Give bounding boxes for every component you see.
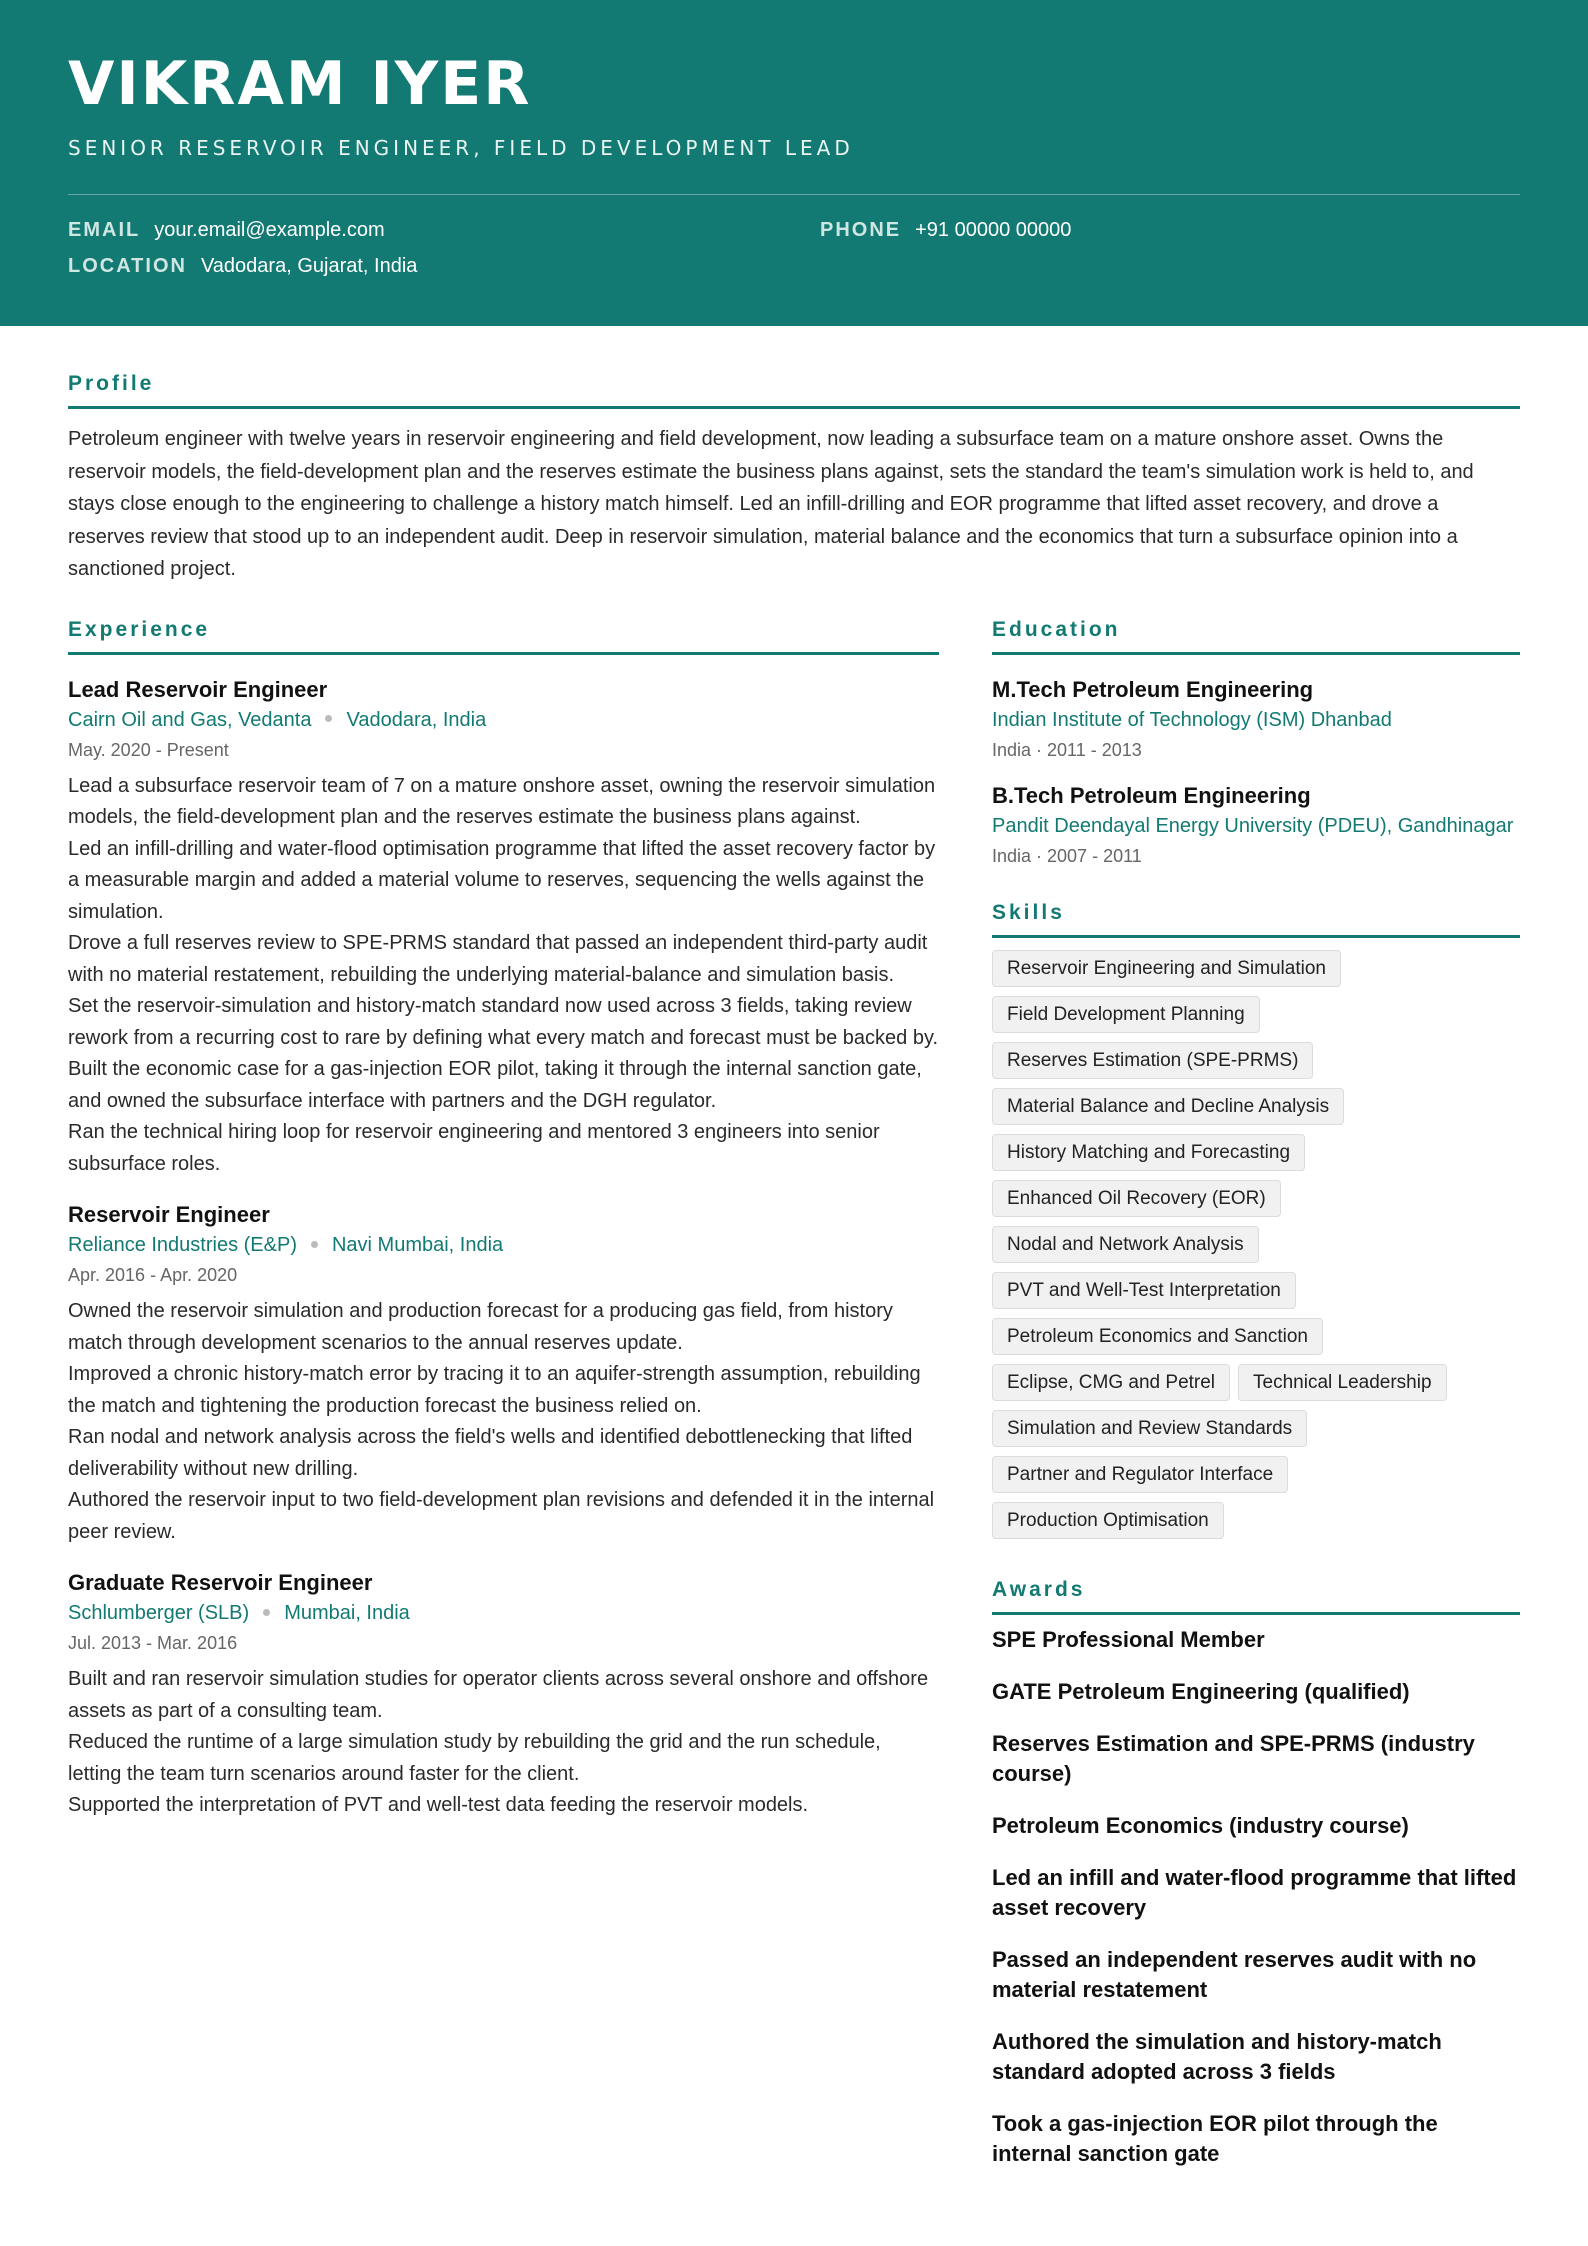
job-bullet: Lead a subsurface reservoir team of 7 on a mature onshore asset, owning the reservoir simulation models, the field-development plan and the reserves estimate the business plans against. xyxy=(68,774,936,828)
profile-heading: Profile xyxy=(68,372,1520,409)
phone-label: PHONE xyxy=(820,219,902,241)
degree-title: B.Tech Petroleum Engineering xyxy=(992,782,1311,808)
job-meta xyxy=(68,1598,939,1628)
skill-tag: Eclipse, CMG and Petrel xyxy=(992,1364,1230,1401)
location-label: LOCATION xyxy=(68,255,187,277)
job-entry xyxy=(68,675,939,1181)
email-value[interactable]: your.email@example.com xyxy=(154,219,385,241)
award-item: Led an infill and water-flood programme that lifted asset recovery xyxy=(992,1864,1517,1920)
job-bullet: Reduced the runtime of a large simulation study by rebuilding the grid and the run schedule, letting the team turn scenarios around faster for the client. xyxy=(68,1731,881,1785)
job-bullet: Supported the interpretation of PVT and well-test data feeding the reservoir models. xyxy=(68,1794,809,1816)
experience-heading: Experience xyxy=(68,618,939,655)
award-item: GATE Petroleum Engineering (qualified) xyxy=(992,1678,1410,1704)
profile-section xyxy=(68,372,1520,586)
skill-tag: Petroleum Economics and Sanction xyxy=(992,1318,1323,1355)
separator-dot-icon xyxy=(325,715,332,722)
job-title: Graduate Reservoir Engineer xyxy=(68,1570,373,1595)
skill-tag: Production Optimisation xyxy=(992,1502,1224,1539)
job-bullets xyxy=(68,1664,939,1822)
skill-tag: Partner and Regulator Interface xyxy=(992,1456,1288,1493)
skill-tag: PVT and Well-Test Interpretation xyxy=(992,1272,1296,1309)
job-meta xyxy=(68,705,939,735)
job-bullet: Set the reservoir-simulation and history-match standard now used across 3 fields, taking review rework from a recurring cost to rare by defining what every match and forecast must be backed by. xyxy=(68,995,939,1049)
contact-email xyxy=(68,219,385,242)
sidebar-column xyxy=(992,618,1520,2169)
job-bullet: Ran the technical hiring loop for reservoir engineering and mentored 3 engineers into senior subsurface roles. xyxy=(68,1121,880,1175)
award-item: SPE Professional Member xyxy=(992,1626,1265,1652)
contact-location xyxy=(68,255,417,278)
skills-section xyxy=(992,901,1520,1548)
job-location: Vadodara, India xyxy=(346,708,487,731)
email-label: EMAIL xyxy=(68,219,141,241)
profile-text: Petroleum engineer with twelve years in reservoir engineering and field development, now leading a subsurface team on a mature onshore asset. Owns the reservoir models, the field-development plan and the reserves estimate the business plans against, sets the standard the team's simulation work is held to, and stays close enough to the engineering to challenge a history match himself. Led an infill-drilling and EOR programme that lifted asset recovery, and drove a reserves review that stood up to an independent audit. Deep in reservoir simulation, material balance and the economics that turn a subsurface opinion into a sanctioned project. xyxy=(68,428,1474,580)
job-bullets xyxy=(68,1296,939,1548)
resume-header xyxy=(0,0,1588,326)
two-column-layout xyxy=(68,618,1520,2169)
contact-phone xyxy=(820,219,1071,242)
job-bullet: Improved a chronic history-match error by tracing it to an aquifer-strength assumption, rebuilding the match and tightening the production forecast the business relied on. xyxy=(68,1363,921,1417)
location-value: Vadodara, Gujarat, India xyxy=(200,255,418,277)
award-item: Reserves Estimation and SPE-PRMS (industry course) xyxy=(992,1730,1475,1786)
experience-section xyxy=(68,618,939,2169)
award-item: Took a gas-injection EOR pilot through the internal sanction gate xyxy=(992,2110,1438,2166)
skill-tag: Nodal and Network Analysis xyxy=(992,1226,1259,1263)
job-title: Reservoir Engineer xyxy=(68,1202,270,1227)
resume-body xyxy=(0,372,1588,2169)
award-item: Passed an independent reserves audit with no material restatement xyxy=(992,1946,1477,2002)
candidate-title: SENIOR RESERVOIR ENGINEER, FIELD DEVELOPMENT LEAD xyxy=(68,136,854,160)
job-bullet: Built the economic case for a gas-injection EOR pilot, taking it through the internal sanction gate, and owned the subsurface interface with partners and the DGH regulator. xyxy=(68,1058,922,1112)
job-entry xyxy=(68,1200,939,1548)
job-dates: May. 2020 - Present xyxy=(68,739,229,760)
job-location: Navi Mumbai, India xyxy=(331,1234,504,1256)
award-item: Petroleum Economics (industry course) xyxy=(992,1812,1409,1838)
job-bullet: Drove a full reserves review to SPE-PRMS standard that passed an independent third-party audit with no material restatement, rebuilding the underlying material-balance and simulation basis. xyxy=(68,932,928,986)
education-entry xyxy=(992,675,1520,765)
education-details: India · 2007 - 2011 xyxy=(992,845,1142,866)
skill-tag: Reserves Estimation (SPE-PRMS) xyxy=(992,1042,1313,1079)
award-item: Authored the simulation and history-match standard adopted across 3 fields xyxy=(992,2028,1442,2084)
phone-value[interactable]: +91 00000 00000 xyxy=(915,219,1072,241)
job-bullets xyxy=(68,771,939,1181)
job-bullet: Led an infill-drilling and water-flood optimisation programme that lifted the asset recovery factor by a measurable margin and added a material volume to reserves, sequencing the wells against the simulation. xyxy=(68,837,936,923)
skill-tag: History Matching and Forecasting xyxy=(992,1134,1305,1171)
header-divider xyxy=(68,194,1520,195)
skill-tag: Simulation and Review Standards xyxy=(992,1410,1307,1447)
skill-tag: Technical Leadership xyxy=(1238,1364,1447,1401)
separator-dot-icon xyxy=(263,1609,270,1616)
skill-tag: Reservoir Engineering and Simulation xyxy=(992,950,1341,987)
job-location: Mumbai, India xyxy=(284,1602,410,1624)
job-bullet: Owned the reservoir simulation and production forecast for a producing gas field, from history match through development scenarios to the annual reserves update. xyxy=(68,1300,893,1354)
job-bullet: Ran nodal and network analysis across the field's wells and identified debottlenecking that lifted deliverability without new drilling. xyxy=(68,1426,913,1480)
separator-dot-icon xyxy=(311,1241,318,1248)
job-company: Reliance Industries (E&P) xyxy=(68,1234,297,1256)
job-company: Schlumberger (SLB) xyxy=(68,1602,250,1624)
skill-tag: Field Development Planning xyxy=(992,996,1260,1033)
awards-list xyxy=(992,1625,1520,2169)
job-entry xyxy=(68,1568,939,1822)
job-dates: Jul. 2013 - Mar. 2016 xyxy=(68,1633,238,1653)
degree-title: M.Tech Petroleum Engineering xyxy=(992,676,1314,702)
candidate-name: VIKRAM IYER xyxy=(68,49,532,119)
job-company: Cairn Oil and Gas, Vedanta xyxy=(68,708,312,731)
skill-tag: Enhanced Oil Recovery (EOR) xyxy=(992,1180,1281,1217)
skill-tag: Material Balance and Decline Analysis xyxy=(992,1088,1344,1125)
education-details: India · 2011 - 2013 xyxy=(992,739,1142,760)
education-entry xyxy=(992,781,1520,871)
job-title: Lead Reservoir Engineer xyxy=(68,676,328,702)
skills-list xyxy=(992,950,1520,1548)
education-section xyxy=(992,618,1520,871)
awards-heading: Awards xyxy=(992,1578,1520,1615)
job-meta xyxy=(68,1230,939,1260)
job-bullet: Built and ran reservoir simulation studies for operator clients across several onshore and offshore assets as part of a consulting team. xyxy=(68,1668,929,1722)
school-name: Indian Institute of Technology (ISM) Dhanbad xyxy=(992,708,1392,731)
skills-heading: Skills xyxy=(992,901,1520,938)
awards-section xyxy=(992,1578,1520,2169)
job-dates: Apr. 2016 - Apr. 2020 xyxy=(68,1265,238,1285)
contact-info xyxy=(68,219,1520,309)
education-heading: Education xyxy=(992,618,1520,655)
job-bullet: Authored the reservoir input to two field-development plan revisions and defended it in the internal peer review. xyxy=(68,1489,935,1543)
school-name: Pandit Deendayal Energy University (PDEU), Gandhinagar xyxy=(992,814,1514,837)
